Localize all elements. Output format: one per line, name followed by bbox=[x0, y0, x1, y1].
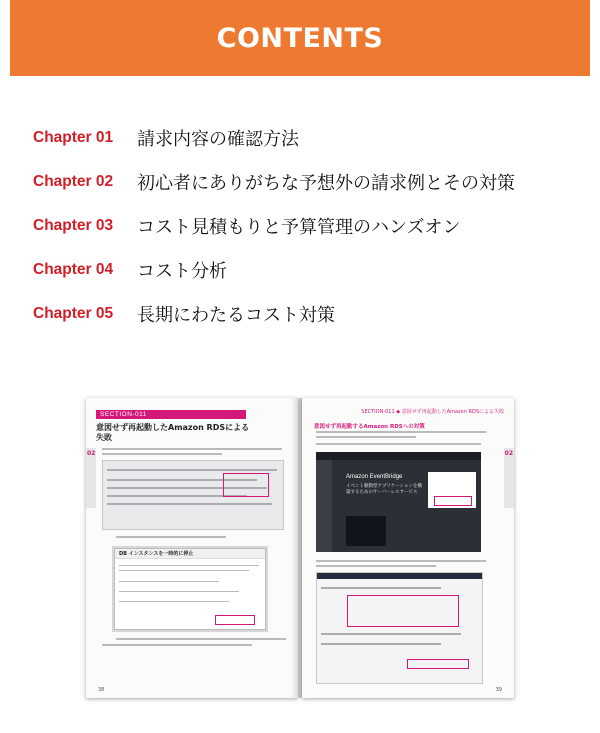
chapter-number: Chapter 05 bbox=[33, 305, 114, 322]
chapter-list bbox=[33, 116, 515, 336]
stop-dialog-screenshot bbox=[114, 548, 266, 630]
schedule-screenshot bbox=[316, 572, 483, 684]
section-label: SECTION-011 bbox=[100, 410, 147, 418]
contents-title: CONTENTS bbox=[216, 22, 384, 54]
subsection-heading: 意図せず再起動するAmazon RDSへの対策 bbox=[314, 424, 425, 430]
section-title: 意図せず再起動したAmazon RDSによる失敗 bbox=[96, 423, 250, 442]
console-sidebar bbox=[316, 460, 332, 552]
chapter-side-tab bbox=[504, 448, 514, 508]
chapter-title: コスト分析 bbox=[137, 261, 227, 282]
eventbridge-screenshot bbox=[316, 452, 481, 552]
page-number: 38 bbox=[98, 687, 105, 693]
text-line bbox=[116, 638, 286, 640]
dialog-title: DB インスタンスを一時的に停止 bbox=[119, 551, 194, 557]
banner-subtitle: イベント駆動型アプリケーションを構築するためのサーバーレスサービス bbox=[346, 484, 423, 495]
text-line bbox=[316, 565, 436, 567]
highlight-box bbox=[407, 659, 469, 669]
console-screenshot bbox=[102, 460, 284, 530]
chapter-title: 請求内容の確認方法 bbox=[137, 129, 299, 150]
screenshot-row bbox=[107, 503, 272, 505]
chapter-row bbox=[33, 160, 515, 204]
text-line bbox=[102, 453, 222, 455]
chapter-row bbox=[33, 248, 515, 292]
chapter-row bbox=[33, 292, 515, 336]
text-line bbox=[119, 601, 229, 602]
text-line bbox=[316, 443, 481, 445]
highlight-box bbox=[215, 615, 255, 625]
screenshot-row bbox=[321, 633, 461, 635]
contents-banner bbox=[10, 0, 590, 76]
banner-title: Amazon EventBridge bbox=[346, 474, 403, 480]
text-line bbox=[316, 436, 416, 438]
screenshot-row bbox=[107, 469, 277, 471]
book-spread-photo bbox=[86, 392, 520, 706]
text-line bbox=[102, 448, 282, 450]
page-number: 39 bbox=[495, 687, 502, 693]
chapter-side-tab bbox=[86, 448, 96, 508]
console-header bbox=[317, 573, 482, 579]
text-line bbox=[119, 565, 259, 566]
highlight-box bbox=[223, 473, 269, 497]
chapter-title: 初心者にありがちな予想外の請求例とその対策 bbox=[137, 173, 515, 194]
text-line bbox=[102, 644, 252, 646]
chapter-number: Chapter 02 bbox=[33, 173, 114, 190]
book-right-page bbox=[302, 398, 514, 698]
chapter-row bbox=[33, 204, 515, 248]
screenshot-row bbox=[321, 643, 441, 645]
chapter-number: Chapter 01 bbox=[33, 129, 114, 146]
chapter-number: Chapter 04 bbox=[33, 261, 114, 278]
text-line bbox=[119, 591, 239, 592]
chapter-title: 長期にわたるコスト対策 bbox=[137, 305, 335, 326]
chapter-side-number: 02 bbox=[87, 450, 96, 457]
screenshot-row bbox=[321, 587, 441, 589]
book-left-page bbox=[86, 398, 298, 698]
chapter-side-number: 02 bbox=[504, 450, 513, 457]
text-line bbox=[316, 560, 486, 562]
chapter-number: Chapter 03 bbox=[33, 217, 114, 234]
text-line bbox=[119, 570, 249, 571]
chapter-row bbox=[33, 116, 515, 160]
running-header: SECTION-011 ◆ 意図せず再起動したAmazon RDSによる失敗 bbox=[361, 409, 504, 415]
text-line bbox=[316, 431, 486, 433]
text-line bbox=[119, 581, 219, 582]
video-thumbnail bbox=[346, 516, 386, 546]
chapter-title: コスト見積もりと予算管理のハンズオン bbox=[137, 217, 461, 238]
text-line bbox=[116, 536, 226, 538]
highlight-box bbox=[347, 595, 459, 627]
highlight-box bbox=[434, 496, 472, 506]
console-header bbox=[316, 452, 481, 460]
